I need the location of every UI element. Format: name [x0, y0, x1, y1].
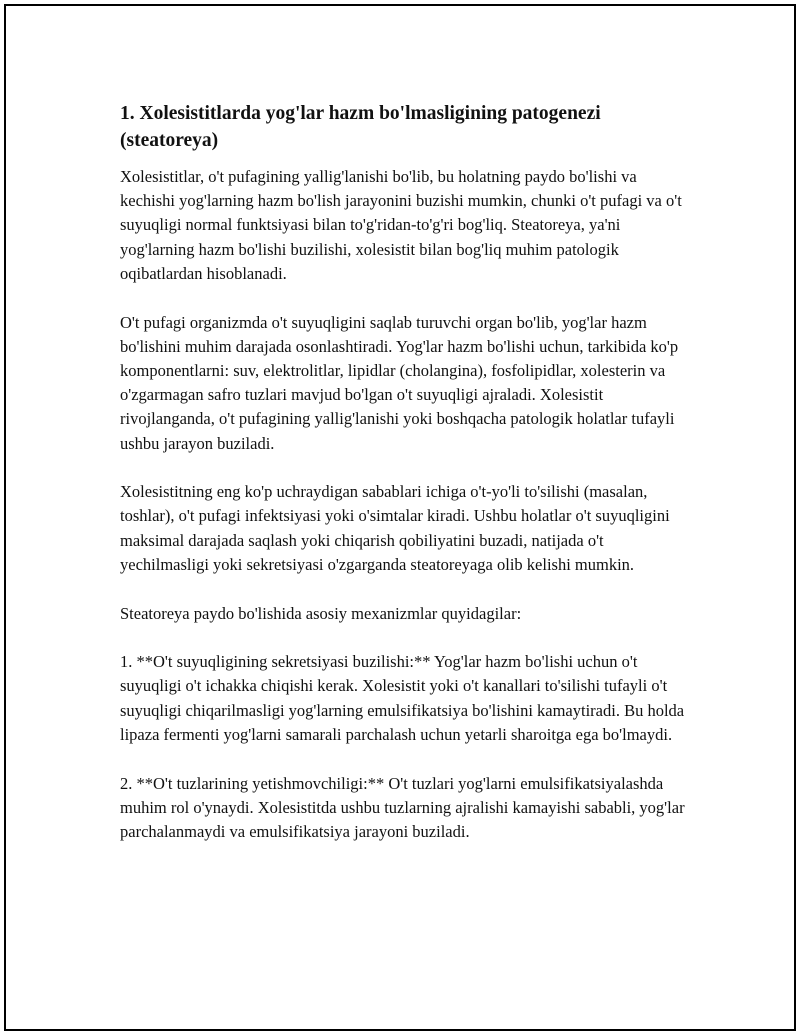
document-title: 1. Xolesistitlarda yog'lar hazm bo'lmasligining patogenezi (steatoreya) [120, 103, 601, 151]
paragraph-causes: Xolesistitning eng ko'p uchraydigan sabablari ichiga o't-yo'li to'silishi (masalan, toshlar), o't pufagi infektsiyasi yoki o'simtalar kiradi. Ushbu holatlar o't suyuqligini maksimal darajada saqlash yoki chiqarish qobiliyatini buzadi, natijada o't yechilmasligi yoki sekretsiyasi o'zgarganda steatoreyaga olib kelishi mumkin. [120, 482, 670, 574]
document-body [120, 100, 695, 869]
paragraph-intro: Xolesistitlar, o't pufagining yallig'lanishi bo'lib, bu holatning paydo bo'lishi va kechishi yog'larning hazm bo'lish jarayonini buzishi mumkin, chunki o't pufagi va o't suyuqligi normal funktsiyasi bilan to'g'ridan-to'g'ri bog'liq. Steatoreya, ya'ni yog'larning hazm bo'lishi buzilishi, xolesistit bilan bog'liq muhim patologik oqibatlardan hisoblanadi. [120, 167, 682, 283]
paragraph-mechanism-2: 2. **O't tuzlarining yetishmovchiligi:** O't tuzlari yog'larni emulsifikatsiyalashda muhim rol o'ynaydi. Xolesistitda ushbu tuzlarning ajralishi kamayishi sababli, yog'lar parchalanmaydi va emulsifikatsiya jarayoni buziladi. [120, 773, 685, 841]
page-frame [4, 4, 796, 1031]
paragraph-mechanisms-lead: Steatoreya paydo bo'lishida asosiy mexanizmlar quyidagilar: [120, 603, 522, 623]
paragraph-mechanism-1: 1. **O't suyuqligining sekretsiyasi buzilishi:** Yog'lar hazm bo'lishi uchun o't suyuqligi o't ichakka chiqishi kerak. Xolesistit yoki o't kanallari to'silishi tufayli o't suyuqligi chiqarilmasligi yog'larning emulsifikatsiya bo'lishini kamaytiradi. Bu holda lipaza fermenti yog'larni samarali parchalash uchun yetarli sharoitga ega bo'lmaydi. [120, 652, 685, 744]
paragraph-gallbladder-function: O't pufagi organizmda o't suyuqligini saqlab turuvchi organ bo'lib, yog'lar hazm bo'lishini muhim darajada osonlashtiradi. Yog'lar hazm bo'lishi uchun, tarkibida ko'p komponentlarni: suv, elektrolitlar, lipidlar (cholangina), fosfolipidlar, xolesterin va o'zgarmagan safro tuzlari mavjud bo'lgan o't suyuqligi ajraladi. Xolesistit rivojlanganda, o't pufagining yallig'lanishi yoki boshqacha patologik holatlar tufayli ushbu jarayon buziladi. [120, 312, 679, 453]
